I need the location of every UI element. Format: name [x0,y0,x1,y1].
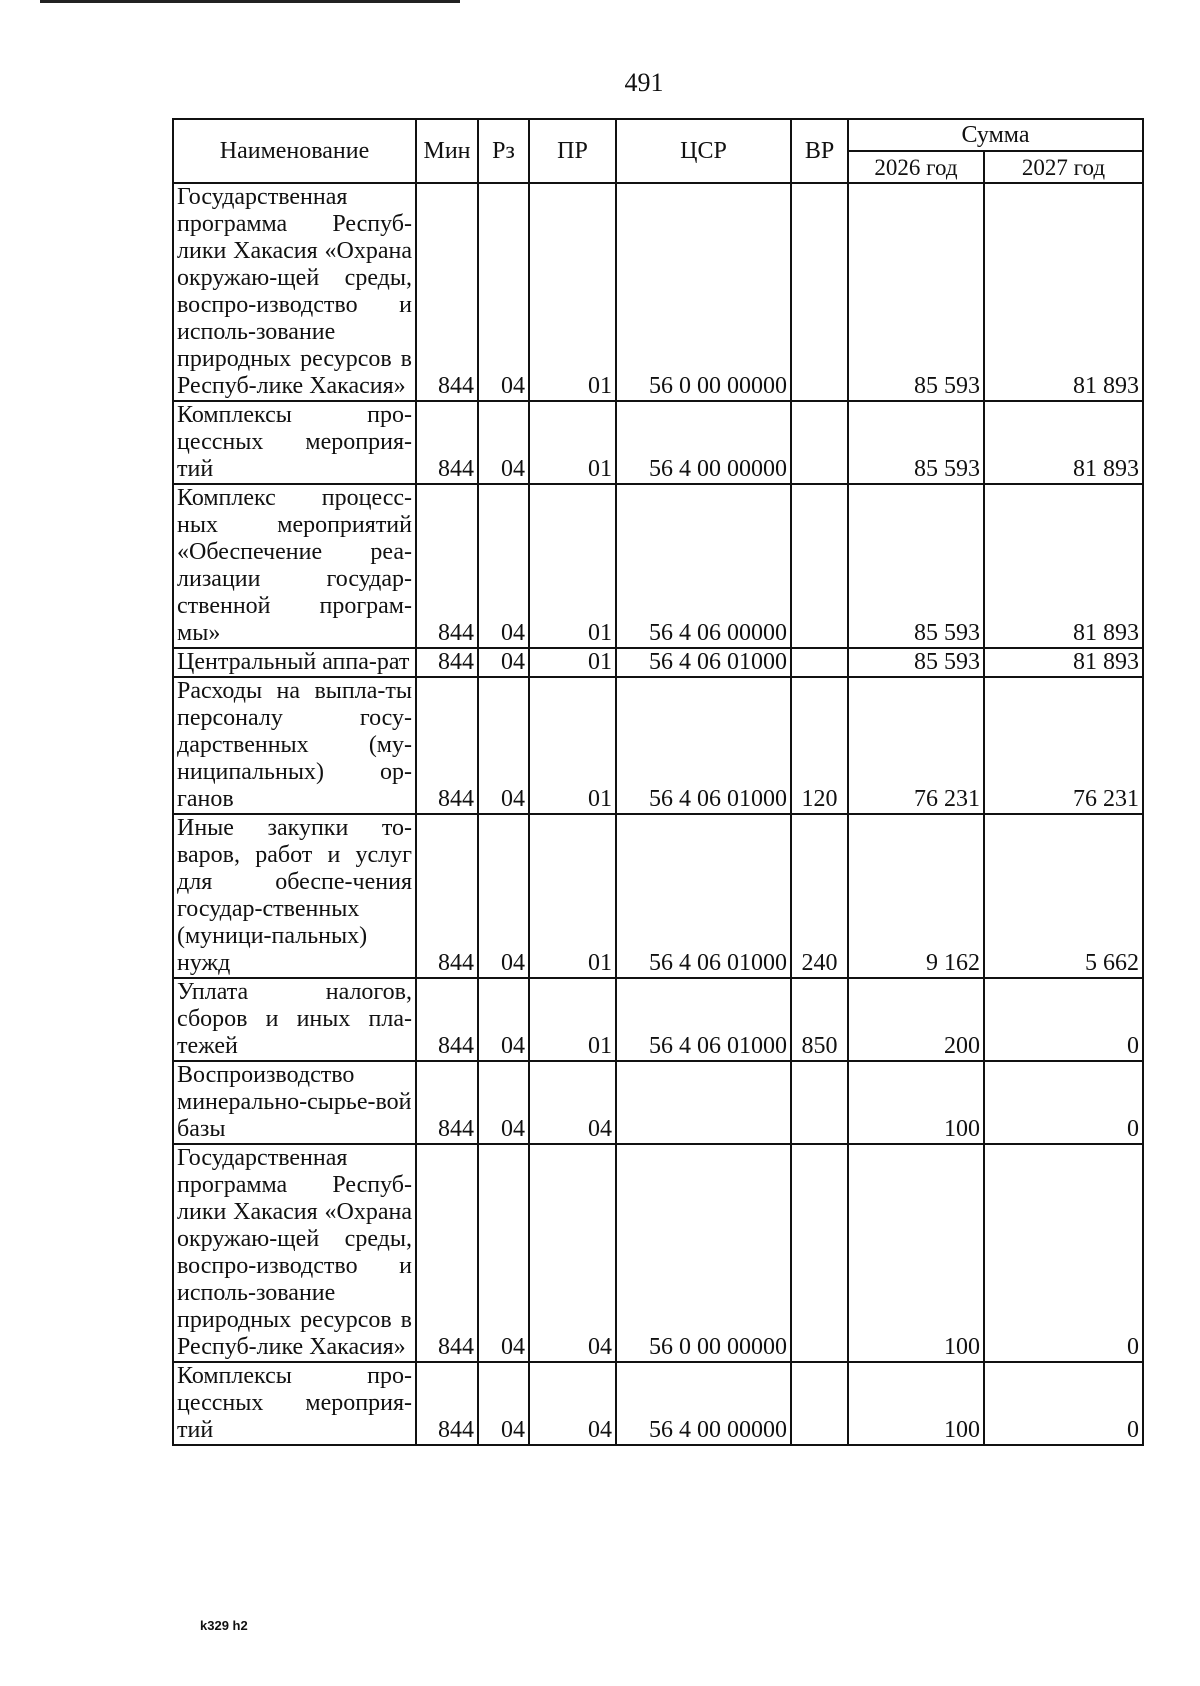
header-vr: ВР [791,119,848,183]
cell-pr: 01 [529,484,616,648]
cell-name: Государственная программа Респуб-лики Хакасия «Охрана окружаю-щей среды, воспро-изводство и исполь-зование природных ресурсов в Респуб-лике Хакасия» [173,183,416,401]
cell-rz: 04 [478,1362,529,1445]
cell-vr [791,1144,848,1362]
cell-csr: 56 4 06 01000 [616,677,791,814]
cell-amount-2026: 85 593 [848,401,984,484]
cell-pr: 01 [529,183,616,401]
cell-amount-2026: 100 [848,1144,984,1362]
table-row [173,648,1143,677]
header-sum: Сумма [848,119,1143,151]
cell-vr [791,1061,848,1144]
cell-csr: 56 4 06 00000 [616,484,791,648]
cell-pr: 01 [529,401,616,484]
cell-csr [616,1061,791,1144]
cell-pr: 04 [529,1362,616,1445]
cell-amount-2027: 0 [984,1061,1143,1144]
cell-min: 844 [416,484,478,648]
cell-rz: 04 [478,1144,529,1362]
cell-rz: 04 [478,183,529,401]
cell-csr: 56 4 06 01000 [616,648,791,677]
table-row [173,401,1143,484]
table-row [173,1362,1143,1445]
cell-min: 844 [416,677,478,814]
cell-name: Центральный аппа-рат [173,648,416,677]
table-row [173,978,1143,1061]
table-row [173,814,1143,978]
cell-name: Комплексы про-цессных мероприя-тий [173,401,416,484]
cell-amount-2026: 85 593 [848,648,984,677]
header-year-2026: 2026 год [848,151,984,183]
header-pr: ПР [529,119,616,183]
cell-pr: 04 [529,1144,616,1362]
cell-amount-2027: 81 893 [984,648,1143,677]
cell-name: Уплата налогов, сборов и иных пла-тежей [173,978,416,1061]
cell-csr: 56 0 00 00000 [616,183,791,401]
cell-amount-2026: 76 231 [848,677,984,814]
cell-vr [791,183,848,401]
table-row [173,1144,1143,1362]
cell-amount-2026: 85 593 [848,183,984,401]
cell-csr: 56 4 06 01000 [616,978,791,1061]
cell-csr: 56 4 00 00000 [616,1362,791,1445]
cell-amount-2026: 100 [848,1061,984,1144]
table-row [173,677,1143,814]
page-number: 491 [624,68,664,97]
cell-pr: 01 [529,648,616,677]
cell-vr [791,1362,848,1445]
cell-vr [791,401,848,484]
table-row [173,484,1143,648]
cell-pr: 01 [529,814,616,978]
cell-rz: 04 [478,1061,529,1144]
cell-min: 844 [416,401,478,484]
scan-edge-line [40,0,460,3]
footer-code: k329 h2 [200,1618,248,1633]
cell-name: Комплекс процесс-ных мероприятий «Обеспечение реа-лизации государ-ственной програм-мы» [173,484,416,648]
cell-amount-2027: 0 [984,1362,1143,1445]
cell-amount-2027: 76 231 [984,677,1143,814]
cell-amount-2027: 0 [984,1144,1143,1362]
table-header [173,119,1143,183]
cell-amount-2027: 81 893 [984,183,1143,401]
cell-vr [791,484,848,648]
cell-vr: 850 [791,978,848,1061]
cell-rz: 04 [478,648,529,677]
cell-min: 844 [416,1061,478,1144]
cell-amount-2027: 5 662 [984,814,1143,978]
table-row [173,1061,1143,1144]
cell-amount-2026: 85 593 [848,484,984,648]
budget-table [172,118,1144,1446]
header-min: Мин [416,119,478,183]
cell-name: Воспроизводство минерально-сырье-вой базы [173,1061,416,1144]
cell-csr: 56 4 06 01000 [616,814,791,978]
cell-amount-2027: 0 [984,978,1143,1061]
cell-min: 844 [416,183,478,401]
cell-min: 844 [416,814,478,978]
cell-min: 844 [416,648,478,677]
cell-amount-2027: 81 893 [984,401,1143,484]
header-csr: ЦСР [616,119,791,183]
table-row [173,183,1143,401]
cell-min: 844 [416,1144,478,1362]
cell-name: Иные закупки то-варов, работ и услуг для обеспе-чения государ-ственных (муници-пальных) нужд [173,814,416,978]
cell-csr: 56 0 00 00000 [616,1144,791,1362]
cell-rz: 04 [478,814,529,978]
cell-min: 844 [416,978,478,1061]
cell-amount-2027: 81 893 [984,484,1143,648]
cell-amount-2026: 200 [848,978,984,1061]
header-name: Наименование [173,119,416,183]
cell-pr: 01 [529,677,616,814]
cell-vr [791,648,848,677]
cell-vr: 120 [791,677,848,814]
cell-rz: 04 [478,401,529,484]
cell-amount-2026: 9 162 [848,814,984,978]
cell-pr: 01 [529,978,616,1061]
cell-csr: 56 4 00 00000 [616,401,791,484]
cell-name: Государственная программа Респуб-лики Хакасия «Охрана окружаю-щей среды, воспро-изводство и исполь-зование природных ресурсов в Респуб-лике Хакасия» [173,1144,416,1362]
cell-vr: 240 [791,814,848,978]
cell-rz: 04 [478,978,529,1061]
header-rz: Рз [478,119,529,183]
cell-rz: 04 [478,484,529,648]
table-body [173,183,1143,1445]
cell-min: 844 [416,1362,478,1445]
cell-rz: 04 [478,677,529,814]
cell-pr: 04 [529,1061,616,1144]
cell-name: Комплексы про-цессных мероприя-тий [173,1362,416,1445]
cell-amount-2026: 100 [848,1362,984,1445]
header-year-2027: 2027 год [984,151,1143,183]
cell-name: Расходы на выпла-ты персоналу госу-дарственных (му-ниципальных) ор-ганов [173,677,416,814]
